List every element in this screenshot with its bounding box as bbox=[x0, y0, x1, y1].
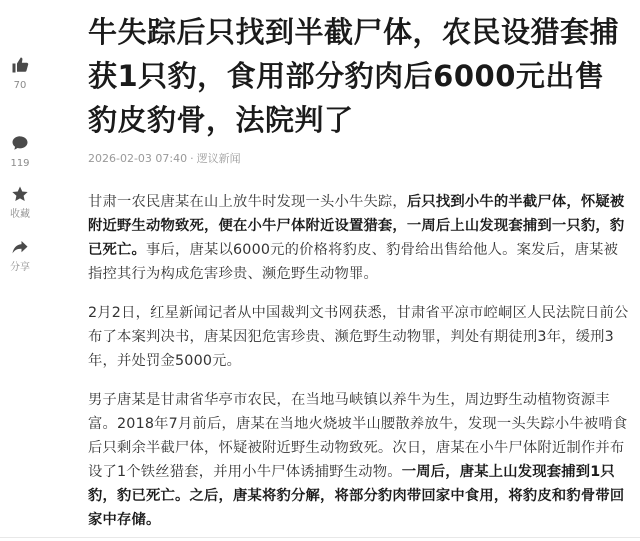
action-sidebar bbox=[0, 0, 40, 541]
collect-label: 收藏 bbox=[10, 209, 30, 220]
article-meta bbox=[88, 150, 241, 166]
comment-icon bbox=[11, 134, 29, 152]
paragraph-3 bbox=[88, 388, 632, 532]
share-arrow-icon bbox=[11, 238, 29, 256]
paragraph-1 bbox=[88, 190, 632, 286]
paragraph-1-segment: 甘肃一农民唐某在山上放牛时发现一头小牛失踪， bbox=[88, 194, 407, 210]
paragraph-3-segment: 男子唐某是甘肃省华亭市农民，在当地马峡镇以养牛为生，周边野生动植物资源丰富。2018年7月前后，唐某在当地火烧坡半山腰散养放牛，发现一头失踪小牛被啃食后只剩余半截尸体，怀疑被附近野生动物致死。次日，唐某在小牛尸体附近制作并布设了1个铁丝猎套，并用小牛尸体诱捕野生动物。 bbox=[88, 392, 628, 480]
paragraph-1-segment: 事后，唐某以6000元的价格将豹皮、豹骨给出售给他人。案发后，唐某被指控其行为构成危害珍贵、濒危野生动物罪。 bbox=[88, 242, 619, 282]
comment-button[interactable] bbox=[0, 134, 40, 170]
star-icon bbox=[11, 185, 29, 203]
share-label: 分享 bbox=[10, 262, 30, 273]
share-button[interactable] bbox=[0, 238, 40, 274]
thumbs-up-icon bbox=[11, 56, 29, 74]
article-title: 牛失踪后只找到半截尸体，农民设猎套捕获1只豹，食用部分豹肉后6000元出售豹皮豹骨，法院判了 bbox=[88, 15, 620, 137]
bottom-divider bbox=[0, 537, 640, 538]
meta-separator: · bbox=[190, 152, 194, 165]
publish-time: 2026-02-03 07:40 bbox=[88, 152, 188, 165]
like-count: 70 bbox=[13, 80, 27, 91]
paragraph-3-bold: 一周后，唐某上山发现套捕到1只豹，豹已死亡。之后，唐某将豹分解，将部分豹肉带回家中食用，将豹皮和豹骨带回家中存储。 bbox=[88, 464, 625, 528]
paragraph-1-bold: 后只找到小牛的半截尸体，怀疑被附近野生动物致死，便在小牛尸体附近设置猎套，一周后上山发现套捕到一只豹，豹已死亡。 bbox=[88, 194, 625, 258]
like-button[interactable] bbox=[0, 56, 40, 92]
comment-count: 119 bbox=[10, 158, 30, 169]
paragraph-2: 2月2日，红星新闻记者从中国裁判文书网获悉，甘肃省平凉市崆峒区人民法院日前公布了本案判决书，唐某因犯危害珍贵、濒危野生动物罪，判处有期徒刑3年，缓刑3年，并处罚金5000元。 bbox=[88, 305, 629, 369]
collect-button[interactable] bbox=[0, 185, 40, 221]
article-source[interactable]: 逻议新闻 bbox=[196, 152, 241, 165]
